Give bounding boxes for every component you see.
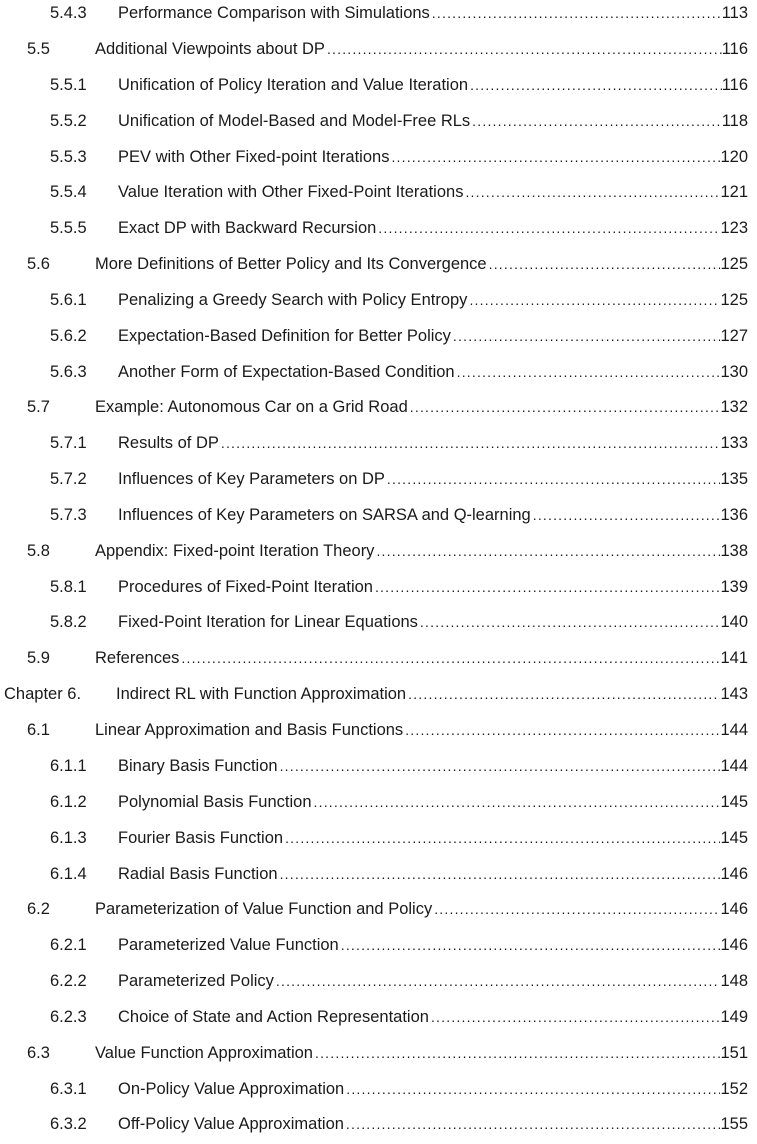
toc-entry-title: Value Iteration with Other Fixed-Point Iterations: [118, 183, 464, 201]
toc-entry-number: 5.6.3: [50, 363, 87, 381]
dot-leader: [341, 933, 721, 957]
dot-leader: [489, 252, 721, 276]
toc-entry-page: 148: [720, 972, 748, 990]
toc-entry-page: 125: [720, 291, 748, 309]
toc-entry[interactable]: [0, 216, 748, 240]
toc-entry-page: 144: [720, 721, 748, 739]
toc-entry-number: 6.1.4: [50, 865, 87, 883]
toc-entry-number: 5.8: [27, 542, 50, 560]
toc-entry[interactable]: [0, 539, 748, 563]
toc-entry-number: 6.2.2: [50, 972, 87, 990]
toc-entry-page: 123: [720, 219, 748, 237]
toc-entry-number: 6.3.1: [50, 1080, 87, 1098]
toc-entry[interactable]: [0, 467, 748, 491]
toc-entry[interactable]: [0, 109, 748, 133]
toc-entry-page: 140: [720, 613, 748, 631]
toc-entry-number: 5.7: [27, 398, 50, 416]
toc-entry-number: 5.7.1: [50, 434, 87, 452]
dot-leader: [346, 1112, 721, 1136]
toc-entry[interactable]: [0, 718, 748, 742]
toc-entry-title: Expectation-Based Definition for Better Policy: [118, 327, 451, 345]
toc-entry-number: 5.5: [27, 40, 50, 58]
dot-leader: [472, 109, 722, 133]
dot-leader: [391, 145, 720, 169]
dot-leader: [327, 37, 722, 61]
toc-entry-page: 146: [720, 865, 748, 883]
toc-entry-page: 116: [721, 76, 748, 94]
toc-entry-title: Exact DP with Backward Recursion: [118, 219, 377, 237]
toc-entry-number: 6.1.3: [50, 829, 87, 847]
toc-entry-number: 6.1.2: [50, 793, 87, 811]
toc-chapter-number: Chapter 6.: [4, 685, 82, 703]
toc-entry[interactable]: [0, 503, 748, 527]
toc-entry-number: 5.5.2: [50, 112, 87, 130]
toc-entry[interactable]: [0, 145, 748, 169]
toc-entry-number: 5.7.3: [50, 506, 87, 524]
toc-entry-title: More Definitions of Better Policy and Its Convergence: [95, 255, 487, 273]
toc-entry-title: Additional Viewpoints about DP: [95, 40, 325, 58]
toc-entry-number: 5.5.3: [50, 148, 87, 166]
toc-entry-title: Polynomial Basis Function: [118, 793, 312, 811]
dot-leader: [420, 610, 721, 634]
toc-entry-title: Binary Basis Function: [118, 757, 278, 775]
toc-entry[interactable]: [0, 969, 748, 993]
toc-entry-number: 5.6.2: [50, 327, 87, 345]
toc-entry-page: 132: [720, 398, 748, 416]
dot-leader: [457, 360, 721, 384]
dot-leader: [410, 395, 721, 419]
toc-entry-number: 5.4.3: [50, 4, 87, 22]
toc-entry-number: 5.5.1: [50, 76, 87, 94]
toc-entry[interactable]: [0, 897, 748, 921]
toc-entry-page: 152: [720, 1080, 748, 1098]
toc-entry-page: 125: [720, 255, 748, 273]
dot-leader: [314, 790, 721, 814]
toc-entry-page: 145: [720, 793, 748, 811]
toc-entry-title: Unification of Policy Iteration and Value Iteration: [118, 76, 469, 94]
toc-entry[interactable]: [0, 395, 748, 419]
toc-entry-title: Example: Autonomous Car on a Grid Road: [95, 398, 408, 416]
dot-leader: [285, 826, 720, 850]
toc-entry[interactable]: [0, 431, 748, 455]
dot-leader: [432, 1, 722, 25]
toc-entry-title: Unification of Model-Based and Model-Free RLs: [118, 112, 471, 130]
toc-entry[interactable]: [0, 324, 748, 348]
toc-entry-title: Linear Approximation and Basis Functions: [95, 721, 404, 739]
toc-entry-page: 136: [720, 506, 748, 524]
toc-entry-title: On-Policy Value Approximation: [118, 1080, 345, 1098]
toc-entry[interactable]: [0, 1005, 748, 1029]
dot-leader: [280, 862, 721, 886]
toc-entry-number: 5.5.4: [50, 183, 87, 201]
toc-entry-number: 6.1: [27, 721, 50, 739]
toc-entry-number: 6.2.1: [50, 936, 87, 954]
toc-entry-page: 135: [720, 470, 748, 488]
dot-leader: [280, 754, 721, 778]
dot-leader: [181, 646, 720, 670]
toc-entry-page: 155: [720, 1115, 748, 1133]
toc-entry-page: 121: [720, 183, 748, 201]
toc-entry-page: 138: [720, 542, 748, 560]
toc-entry-page: 149: [720, 1008, 748, 1026]
toc-entry-title: Influences of Key Parameters on SARSA and Q-learning: [118, 506, 531, 524]
dot-leader: [469, 288, 720, 312]
dot-leader: [533, 503, 721, 527]
dot-leader: [276, 969, 721, 993]
toc-entry-title: Parameterized Value Function: [118, 936, 339, 954]
toc-entry[interactable]: [0, 575, 748, 599]
toc-entry-page: 146: [720, 936, 748, 954]
toc-entry[interactable]: [0, 826, 748, 850]
toc-entry-number: 6.3: [27, 1044, 50, 1062]
toc-entry[interactable]: [0, 73, 748, 97]
toc-entry[interactable]: [0, 252, 748, 276]
toc-entry-title: Off-Policy Value Approximation: [118, 1115, 344, 1133]
toc-entry-number: 6.2: [27, 900, 50, 918]
toc-entry-number: 5.8.1: [50, 578, 87, 596]
toc-entry[interactable]: [0, 1112, 748, 1136]
toc-entry[interactable]: [0, 180, 748, 204]
toc-entry-title: Radial Basis Function: [118, 865, 278, 883]
dot-leader: [408, 682, 720, 706]
toc-entry-title: Penalizing a Greedy Search with Policy Entropy: [118, 291, 468, 309]
toc-entry-title: Fixed-Point Iteration for Linear Equations: [118, 613, 418, 631]
toc-entry-title: Fourier Basis Function: [118, 829, 284, 847]
toc-entry[interactable]: [0, 790, 748, 814]
toc-entry-title: Results of DP: [118, 434, 219, 452]
toc-entry-page: 120: [720, 148, 748, 166]
dot-leader: [315, 1041, 720, 1065]
toc-entry-number: 5.8.2: [50, 613, 87, 631]
toc-entry-title: Value Function Approximation: [95, 1044, 313, 1062]
toc-entry-title: Parameterized Policy: [118, 972, 274, 990]
toc-entry[interactable]: [0, 360, 748, 384]
dot-leader: [378, 216, 720, 240]
toc-entry-page: 143: [720, 685, 748, 703]
toc-entry-number: 5.7.2: [50, 470, 87, 488]
toc-entry-page: 113: [721, 4, 748, 22]
toc-entry-title: Performance Comparison with Simulations: [118, 4, 430, 22]
dot-leader: [431, 1005, 721, 1029]
toc-entry-number: 5.5.5: [50, 219, 87, 237]
toc-entry-page: 116: [721, 40, 748, 58]
toc-entry[interactable]: [0, 610, 748, 634]
toc-entry-page: 145: [720, 829, 748, 847]
toc-chapter-entry[interactable]: [0, 682, 748, 706]
toc-entry-title: PEV with Other Fixed-point Iterations: [118, 148, 390, 166]
toc-entry-title: Influences of Key Parameters on DP: [118, 470, 385, 488]
toc-entry-number: 6.2.3: [50, 1008, 87, 1026]
toc-entry-page: 130: [720, 363, 748, 381]
toc-entry-title: Indirect RL with Function Approximation: [116, 685, 407, 703]
dot-leader: [346, 1077, 720, 1101]
dot-leader: [434, 897, 720, 921]
toc-entry[interactable]: [0, 288, 748, 312]
dot-leader: [375, 575, 721, 599]
toc-entry-title: Appendix: Fixed-point Iteration Theory: [95, 542, 375, 560]
dot-leader: [405, 718, 720, 742]
toc-entry[interactable]: [0, 1, 748, 25]
toc-entry-page: 133: [720, 434, 748, 452]
toc-entry[interactable]: [0, 37, 748, 61]
toc-entry-page: 146: [720, 900, 748, 918]
dot-leader: [453, 324, 721, 348]
toc-entry-title: Procedures of Fixed-Point Iteration: [118, 578, 373, 596]
toc-entry-title: Another Form of Expectation-Based Condition: [118, 363, 455, 381]
toc-entry-title: Parameterization of Value Function and Policy: [95, 900, 433, 918]
dot-leader: [221, 431, 721, 455]
toc-entry-page: 141: [720, 649, 748, 667]
toc-entry[interactable]: [0, 933, 748, 957]
toc-entry-page: 127: [720, 327, 748, 345]
toc-entry-number: 6.1.1: [50, 757, 87, 775]
toc-entry-number: 5.6.1: [50, 291, 87, 309]
toc-entry-title: Choice of State and Action Representation: [118, 1008, 429, 1026]
dot-leader: [387, 467, 721, 491]
toc-entry[interactable]: [0, 862, 748, 886]
toc-entry-number: 5.9: [27, 649, 50, 667]
toc-entry[interactable]: [0, 1041, 748, 1065]
toc-entry[interactable]: [0, 646, 748, 670]
toc-entry-title: References: [95, 649, 180, 667]
toc-entry[interactable]: [0, 754, 748, 778]
dot-leader: [470, 73, 722, 97]
toc-entry-page: 151: [720, 1044, 748, 1062]
toc-entry-page: 144: [720, 757, 748, 775]
toc-entry[interactable]: [0, 1077, 748, 1101]
toc-entry-number: 5.6: [27, 255, 50, 273]
toc-entry-page: 139: [720, 578, 748, 596]
toc-entry-page: 118: [721, 112, 748, 130]
dot-leader: [376, 539, 720, 563]
dot-leader: [465, 180, 720, 204]
toc-entry-number: 6.3.2: [50, 1115, 87, 1133]
